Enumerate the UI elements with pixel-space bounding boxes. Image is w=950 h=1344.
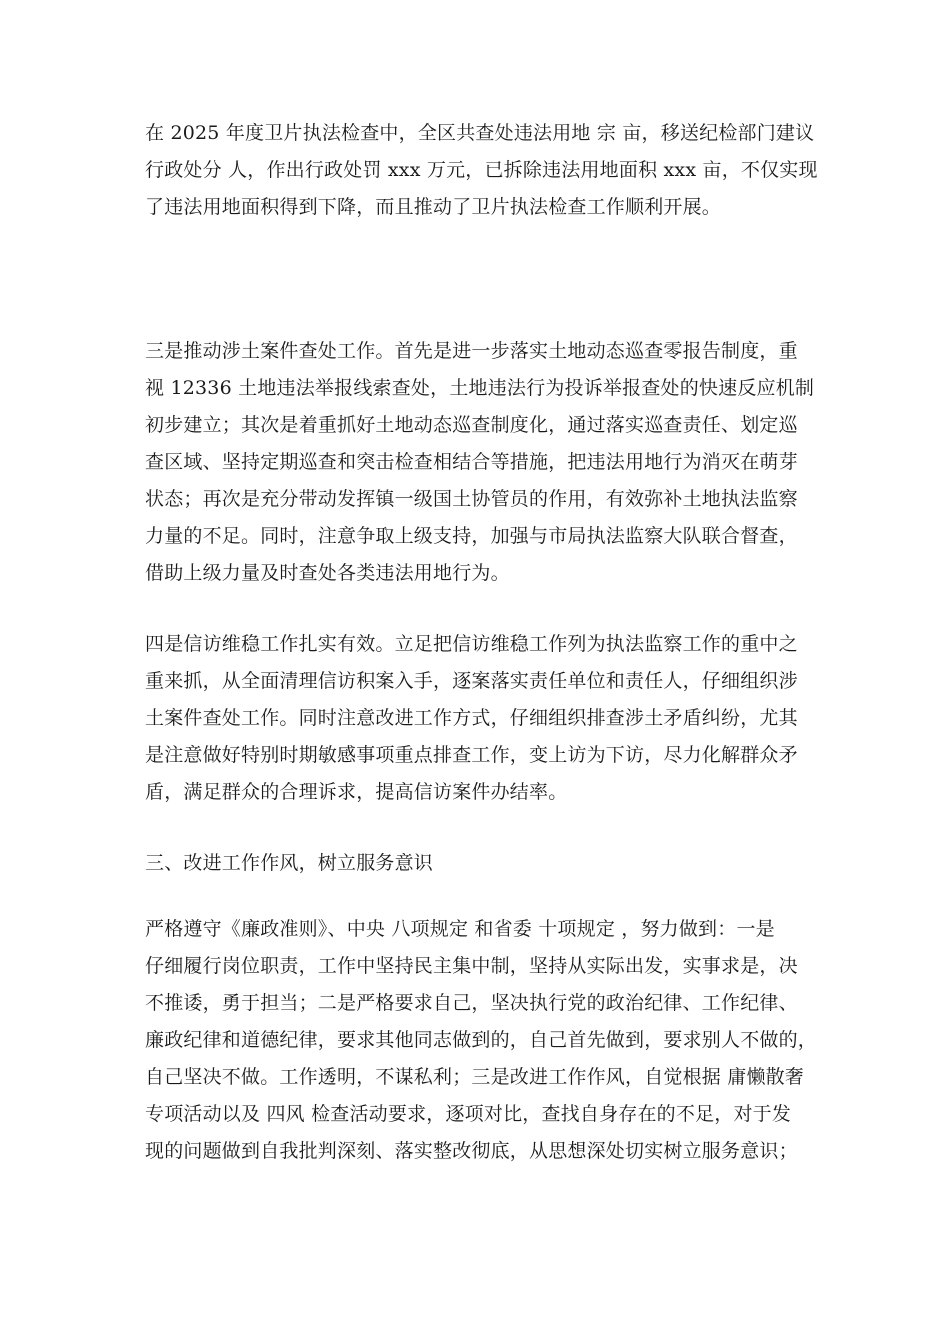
- text-line: 土案件查处工作。同时注意改进工作方式，仔细组织排查涉土矛盾纠纷，尤其: [145, 707, 798, 729]
- paragraph-petition-stability: [145, 626, 810, 811]
- text-line: 盾，满足群众的合理诉求，提高信访案件办结率。: [145, 781, 568, 803]
- text-line: 力量的不足。同时，注意争取上级支持，加强与市局执法监察大队联合督查，: [145, 525, 798, 547]
- paragraph-satellite-enforcement: [145, 115, 818, 226]
- text-line: 严格遵守《廉政准则》、中央 八项规定 和省委 十项规定 ，努力做到：一是: [145, 918, 775, 940]
- text-line: 查区域、坚持定期巡查和突击检查相结合等措施，把违法用地行为消灭在萌芽: [145, 451, 798, 473]
- text-line: 现的问题做到自我批判深刻、落实整改彻底，从思想深处切实树立服务意识；: [145, 1140, 798, 1162]
- paragraph-land-case-investigation: [145, 333, 815, 592]
- text-line: 廉政纪律和道德纪律，要求其他同志做到的，自己首先做到，要求别人不做的，: [145, 1029, 818, 1051]
- text-line: 重来抓，从全面清理信访积案入手，逐案落实责任单位和责任人，仔细组织涉: [145, 670, 798, 692]
- text-line: 自己坚决不做。工作透明，不谋私利；三是改进工作作风，自觉根据 庸懒散奢: [145, 1066, 805, 1088]
- text-line: 在 2025 年度卫片执法检查中，全区共查处违法用地 宗 亩，移送纪检部门建议: [145, 122, 815, 144]
- text-line: 借助上级力量及时查处各类违法用地行为。: [145, 562, 510, 584]
- text-line: 仔细履行岗位职责，工作中坚持民主集中制，坚持从实际出发，实事求是，决: [145, 955, 798, 977]
- text-line: 视 12336 土地违法举报线索查处，土地违法行为投诉举报查处的快速反应机制: [145, 377, 815, 399]
- text-line: 了违法用地面积得到下降，而且推动了卫片执法检查工作顺利开展。: [145, 196, 722, 218]
- text-line: 四是信访维稳工作扎实有效。立足把信访维稳工作列为执法监察工作的重中之: [145, 633, 798, 655]
- text-line: 是注意做好特别时期敏感事项重点排查工作，变上访为下访，尽力化解群众矛: [145, 744, 798, 766]
- text-line: 不推诿，勇于担当；二是严格要求自己，坚决执行党的政治纪律、工作纪律、: [145, 992, 798, 1014]
- paragraph-integrity-rules: [145, 911, 818, 1170]
- section-heading: [145, 845, 810, 882]
- heading-line: 三、改进工作作风，树立服务意识: [145, 852, 434, 874]
- text-line: 初步建立；其次是着重抓好土地动态巡查制度化，通过落实巡查责任、划定巡: [145, 414, 798, 436]
- text-line: 专项活动以及 四风 检查活动要求，逐项对比，查找自身存在的不足，对于发: [145, 1103, 792, 1125]
- text-line: 行政处分 人，作出行政处罚 xxx 万元，已拆除违法用地面积 xxx 亩，不仅实现: [145, 159, 818, 181]
- text-line: 三是推动涉土案件查处工作。首先是进一步落实土地动态巡查零报告制度，重: [145, 340, 798, 362]
- text-line: 状态；再次是充分带动发挥镇一级国土协管员的作用，有效弥补土地执法监察: [145, 488, 798, 510]
